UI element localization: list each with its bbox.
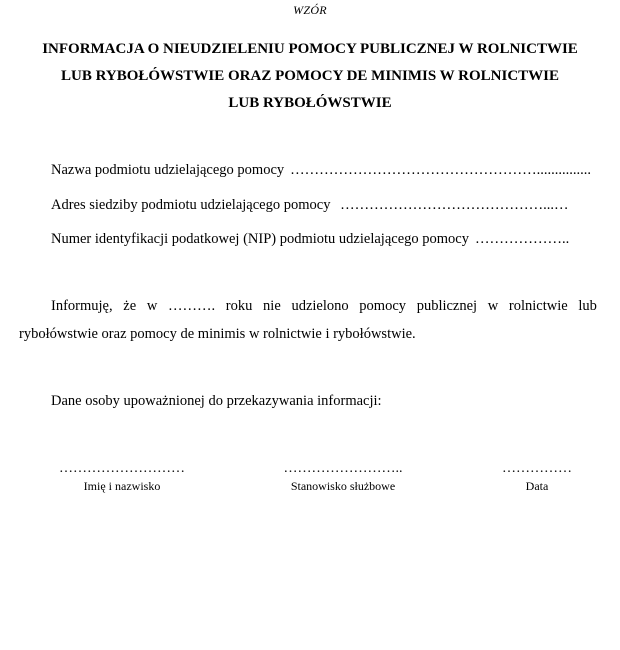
statement-word: lub	[578, 298, 597, 314]
document-title-line-3: LUB RYBOŁÓWSTWIE	[228, 95, 392, 111]
signature-date-caption: Data	[525, 479, 549, 493]
signature-position	[258, 461, 428, 494]
statement-paragraph-line-1	[19, 297, 597, 315]
statement-word: nie	[263, 298, 281, 314]
field-provider-address-blank[interactable]: ……………………………………...…	[340, 197, 569, 213]
document-title-line-1: INFORMACJA O NIEUDZIELENIU POMOCY PUBLICZNEJ W ROLNICTWIE	[42, 41, 578, 57]
field-provider-address-label: Adres siedziby podmiotu udzielającego pomocy	[51, 197, 335, 213]
field-provider-name-label: Nazwa podmiotu udzielającego pomocy	[51, 162, 285, 178]
field-provider-name	[51, 161, 591, 179]
statement-paragraph-line-2: rybołówstwie oraz pomocy de minimis w rolnictwie i rybołówstwie.	[19, 326, 416, 342]
document-title-line-2: LUB RYBOŁÓWSTWIE ORAZ POMOCY DE MINIMIS W ROLNICTWIE	[60, 68, 560, 84]
authorized-person-heading: Dane osoby upoważnionej do przekazywania informacji:	[51, 393, 382, 409]
statement-word: rolnictwie	[508, 298, 568, 314]
statement-word: że	[123, 298, 137, 314]
statement-word: Informuję,	[51, 298, 113, 314]
signature-position-caption: Stanowisko służbowe	[290, 479, 396, 493]
template-label: WZÓR	[293, 3, 327, 17]
field-provider-nip-label: Numer identyfikacji podatkowej (NIP) podmiotu udzielającego pomocy	[51, 231, 469, 247]
field-provider-address	[51, 196, 568, 214]
statement-word: roku	[225, 298, 253, 314]
statement-word: pomocy	[359, 298, 407, 314]
statement-word: w	[487, 298, 499, 314]
field-provider-nip-blank[interactable]: ………………..	[474, 231, 570, 247]
signature-name-blank[interactable]: ………………………	[59, 461, 185, 476]
signature-date-blank[interactable]: ……………	[502, 461, 572, 476]
signature-position-blank[interactable]: ……………………..	[283, 461, 403, 476]
signature-name	[37, 461, 207, 494]
statement-word: publicznej	[416, 298, 478, 314]
statement-word: udzielono	[291, 298, 349, 314]
signature-name-caption: Imię i nazwisko	[83, 479, 161, 493]
field-provider-name-blank[interactable]: ……………………………………………...............	[290, 162, 592, 178]
statement-word: w	[146, 298, 158, 314]
statement-year-blank[interactable]: ……….	[167, 298, 216, 314]
signature-date	[452, 461, 620, 494]
field-provider-nip	[51, 230, 569, 248]
